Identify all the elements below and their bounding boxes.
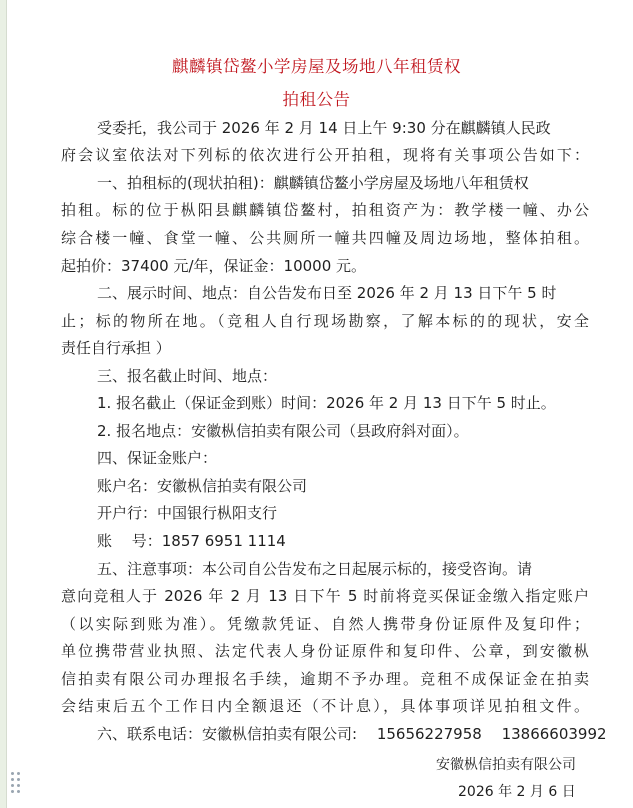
section-3-item-2: 2. 报名地点：安徽枞信拍卖有限公司（县政府斜对面）。 [97, 422, 469, 440]
announcement-subtitle: 拍租公告 [282, 90, 351, 109]
section-5-line-1: 五、注意事项：本公司自公告发布之日起展示标的，接受咨询。请 [97, 560, 533, 578]
section-3-item-1: 1. 报名截止（保证金到账）时间：2026 年 2 月 13 日下午 5 时止。 [97, 394, 556, 412]
section-4-heading: 四、保证金账户： [97, 449, 218, 467]
section-5-line-3: （以实际到账为准）。凭缴款凭证、自然人携带身份证原件及复印件； [61, 615, 589, 633]
section-2-line-2: 止；标的物所在地。（竞租人自行现场勘察，了解本标的的现状，安全 [61, 312, 589, 330]
section-1-line-1: 一、拍租标的(现状拍租)：麒麟镇岱鳌小学房屋及场地八年租赁权 [97, 174, 529, 192]
contact-phone-line: 六、联系电话：安徽枞信拍卖有限公司: 15656227958 13866603992 [97, 725, 607, 743]
section-5-line-6: 会结束后五个工作日内全额退还（不计息），具体事项详见拍租文件。 [61, 697, 589, 715]
account-name: 账户名：安徽枞信拍卖有限公司 [97, 477, 308, 495]
signature-date: 2026 年 2 月 6 日 [458, 784, 576, 800]
section-1-line-3: 综合楼一幢、食堂一幢、公共厕所一幢共四幢及周边场地，整体拍租。 [61, 229, 589, 247]
announcement-title: 麒麟镇岱鳌小学房屋及场地八年租赁权 [172, 57, 461, 76]
para-intro-line-1: 受委托，我公司于 2026 年 2 月 14 日上午 9:30 分在麒麟镇人民政 [97, 119, 551, 137]
section-2-line-1: 二、展示时间、地点：自公告发布日至 2026 年 2 月 13 日下午 5 时 [97, 284, 557, 302]
starting-price-line: 起拍价：37400 元/年，保证金：10000 元。 [61, 257, 367, 275]
signature-company: 安徽枞信拍卖有限公司 [436, 757, 576, 773]
section-5-line-5: 信拍卖有限公司办理报名手续，逾期不予办理。竞租不成保证金在拍卖 [61, 670, 589, 688]
account-bank: 开户行：中国银行枞阳支行 [97, 504, 278, 522]
section-1-line-2: 拍租。标的位于枞阳县麒麟镇岱鳌村，拍租资产为：教学楼一幢、办公 [61, 201, 589, 219]
section-5-line-4: 单位携带营业执照、法定代表人身份证原件和复印件、公章，到安徽枞 [61, 642, 589, 660]
account-number: 账 号：1857 6951 1114 [97, 532, 286, 550]
left-frame-border [6, 0, 7, 808]
section-3-heading: 三、报名截止时间、地点： [97, 367, 278, 385]
para-intro-line-2: 府会议室依法对下列标的依次进行公开拍租，现将有关事项公告如下： [61, 146, 589, 164]
section-2-line-3: 责任自行承担 ） [61, 339, 171, 357]
drag-handle-icon[interactable] [11, 772, 23, 796]
section-5-line-2: 意向竞租人于 2026 年 2 月 13 日下午 5 时前将竞买保证金缴入指定账户 [61, 587, 589, 605]
